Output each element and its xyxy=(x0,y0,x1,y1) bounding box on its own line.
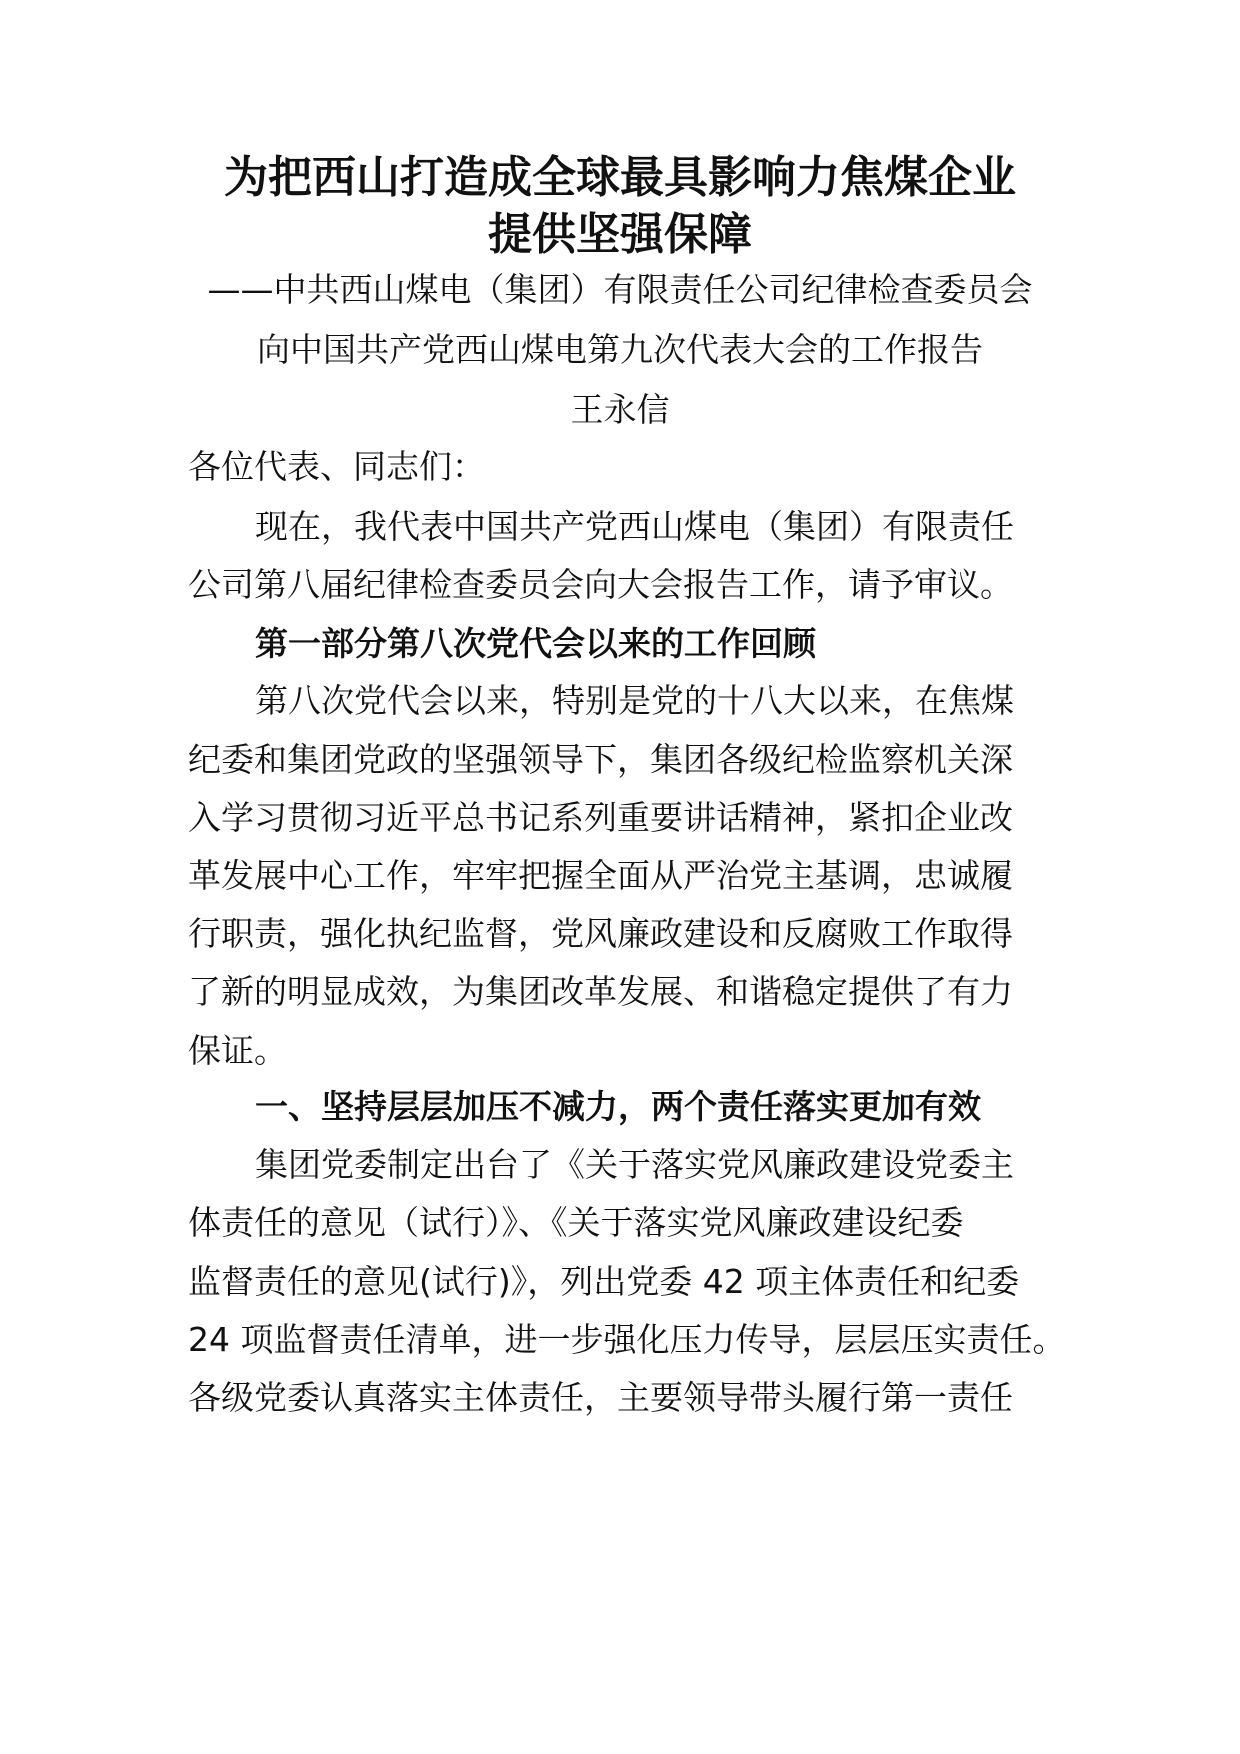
salutation: 各位代表、同志们： xyxy=(188,447,485,486)
intro-line: 现在，我代表中国共产党西山煤电（集团）有限责任 xyxy=(255,507,1014,546)
intro-line: 公司第八届纪律检查委员会向大会报告工作，请予审议。 xyxy=(188,565,1013,604)
paragraph-line: 体责任的意见（试行）》、《关于落实党风廉政建设纪委 xyxy=(188,1203,964,1242)
paragraph-line: 纪委和集团党政的坚强领导下，集团各级纪检监察机关深 xyxy=(188,740,1013,779)
paragraph-line: 入学习贯彻习近平总书记系列重要讲话精神，紧扣企业改 xyxy=(188,798,1013,837)
paragraph-line: 保证。 xyxy=(188,1031,287,1070)
paragraph-line: 了新的明显成效，为集团改革发展、和谐稳定提供了有力 xyxy=(188,972,1013,1011)
paragraph-line: 各级党委认真落实主体责任，主要领导带头履行第一责任 xyxy=(188,1378,1013,1417)
report-title-line-1: 为把西山打造成全球最具影响力焦煤企业 xyxy=(224,152,1016,203)
paragraph-line: 24 项监督责任清单，进一步强化压力传导，层层压实责任。 xyxy=(188,1320,1066,1359)
report-subtitle-line-2: 向中国共产党西山煤电第九次代表大会的工作报告 xyxy=(257,330,983,369)
paragraph-line: 集团党委制定出台了《关于落实党风廉政建设党委主 xyxy=(255,1145,1014,1184)
report-title-line-2: 提供坚强保障 xyxy=(488,209,752,260)
report-subtitle-line-1: ——中共西山煤电（集团）有限责任公司纪律检查委员会 xyxy=(207,270,1033,309)
subsection-heading: 一、坚持层层加压不减力，两个责任落实更加有效 xyxy=(255,1087,981,1126)
paragraph-line: 监督责任的意见(试行)》，列出党委 42 项主体责任和纪委 xyxy=(188,1262,1020,1301)
paragraph-line: 行职责，强化执纪监督，党风廉政建设和反腐败工作取得 xyxy=(188,914,1013,953)
report-author: 王永信 xyxy=(570,390,670,429)
section-heading: 第一部分第八次党代会以来的工作回顾 xyxy=(255,624,816,663)
paragraph-line: 第八次党代会以来，特别是党的十八大以来，在焦煤 xyxy=(255,681,1014,720)
paragraph-line: 革发展中心工作，牢牢把握全面从严治党主基调，忠诚履 xyxy=(188,856,1013,895)
